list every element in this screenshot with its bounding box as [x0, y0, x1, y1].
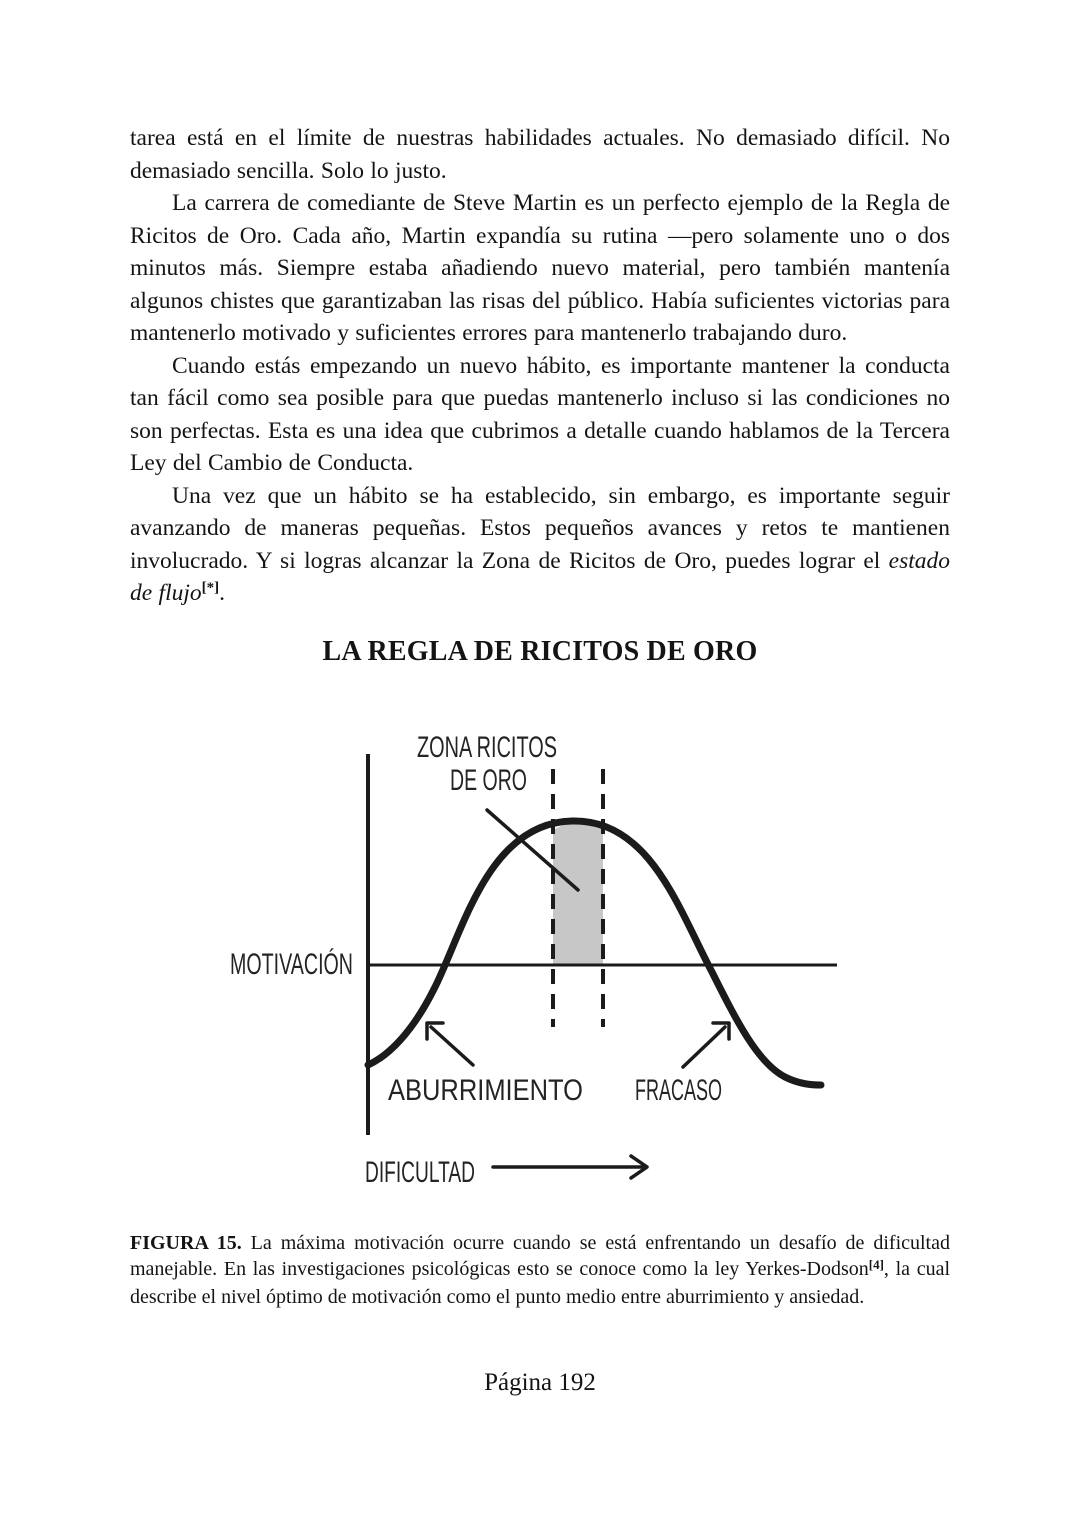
zone-label-line1: ZONA RICITOS	[417, 731, 557, 764]
paragraph: Cuando estás empezando un nuevo hábito, es importante mantener la conducta tan fácil como sea posible para que puedas mantenerlo incluso si las condiciones no son perfectas. Esta es una idea que cubrimos a detalle cuando hablamos de la Tercera Ley del Cambio de Conducta.	[130, 352, 950, 476]
book-page	[130, 0, 950, 1397]
caption-text: La máxima motivación ocurre cuando se está enfrentando un desafío de dificultad manejable. En las investigaciones psicológicas esto se conoce como la ley Yerkes-Dodson	[130, 1231, 950, 1280]
failure-arrow-shaft	[683, 1027, 725, 1067]
boredom-arrow-shaft	[431, 1027, 473, 1065]
yerkes-dodson-chart	[130, 732, 950, 1192]
paragraph-text: .	[219, 580, 226, 606]
motivation-label: MOTIVACIÓN	[230, 947, 353, 981]
zone-label-line2: DE ORO	[450, 763, 527, 797]
caption-text: , la cual describe el nivel óptimo de motivación como el punto medio entre aburrimiento y ansiedad.	[130, 1257, 951, 1308]
caption-figure-label: FIGURA 15.	[130, 1231, 242, 1254]
body-text	[130, 122, 950, 613]
paragraph	[130, 480, 950, 613]
footnote-ref[interactable]: [4]	[868, 1256, 884, 1272]
italic-phrase: estado de flujo	[130, 547, 950, 606]
page-number: Página 192	[484, 1368, 596, 1396]
paragraph: tarea está en el límite de nuestras habilidades actuales. No demasiado difícil. No demasiado sencilla. Solo lo justo.	[130, 125, 950, 184]
figure-caption	[130, 1230, 950, 1310]
difficulty-label: DIFICULTAD	[365, 1155, 475, 1189]
figure-heading: LA REGLA DE RICITOS DE ORO	[322, 635, 758, 667]
paragraph-text: Una vez que un hábito se ha establecido, sin embargo, es importante seguir avanzando de maneras pequeñas. Estos pequeños avances y retos te mantienen involucrado. Y si logras alcanzar la Zona de Ricitos de Oro, puedes lograr el	[130, 482, 950, 574]
boredom-label: ABURRIMIENTO	[388, 1073, 583, 1107]
goldilocks-zone-shade	[553, 821, 603, 964]
paragraph: La carrera de comediante de Steve Martin es un perfecto ejemplo de la Regla de Ricitos de Oro. Cada año, Martin expandía su rutina —pero solamente uno o dos minutos más. Siempre estaba añadiendo nuevo material, pero también mantenía algunos chistes que garantizaban las risas del público. Había suficientes victorias para mantenerlo motivado y suficientes errores para mantenerlo trabajando duro.	[130, 190, 950, 346]
figure	[130, 732, 950, 1192]
footnote-ref[interactable]: [*]	[201, 580, 220, 596]
failure-label: FRACASO	[635, 1073, 722, 1107]
